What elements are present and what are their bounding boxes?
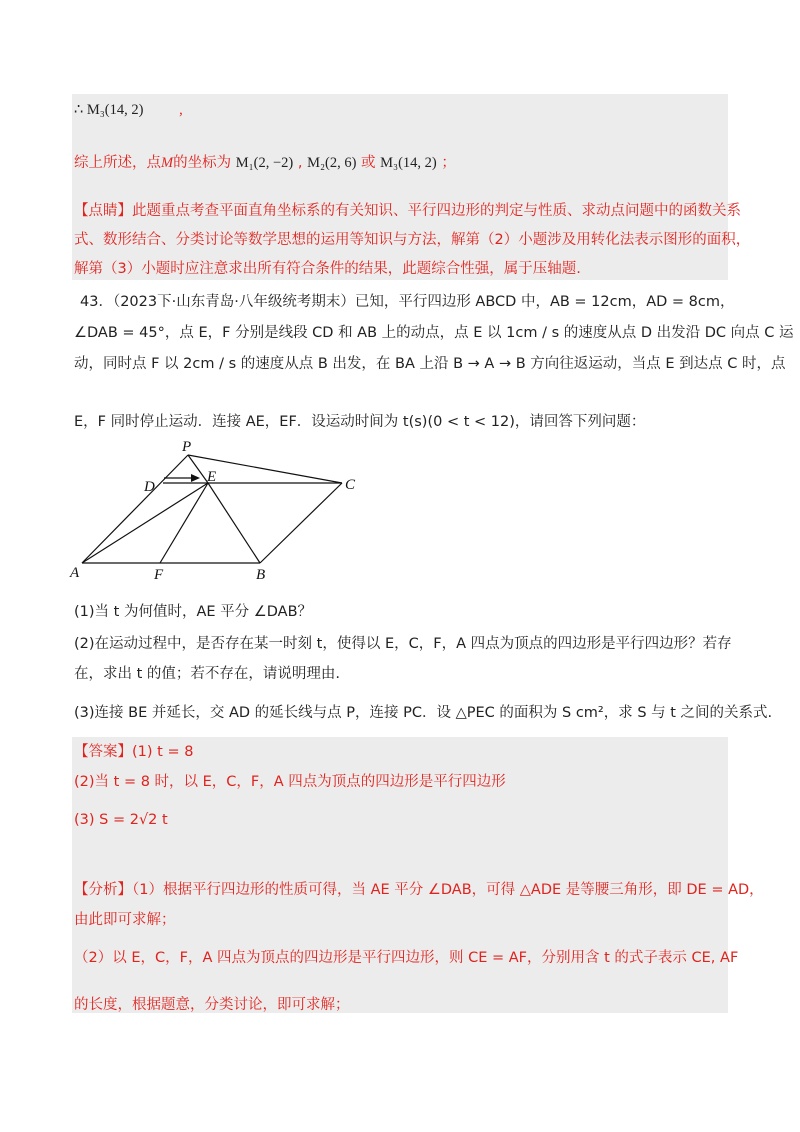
m1-coordinate: M₁(2, −2) [235, 155, 294, 171]
question-2-line-1: (2)在运动过程中，是否存在某一时刻 t，使得以 E，C，F，A 四点为顶点的四边形是平行四边形？若存 [74, 636, 732, 652]
m2-coordinate: M₂(2, 6) [307, 155, 357, 171]
segment-AE [82, 483, 208, 563]
label-F: F [154, 567, 164, 583]
segment-BE [208, 483, 260, 563]
solution-tail-block [72, 94, 728, 280]
problem-line-2: ∠DAB = 45°，点 E，F 分别是线段 CD 和 AB 上的动点，点 E 以 1cm / s 的速度从点 D 出发沿 DC 向点 C 运 [74, 325, 794, 341]
parallelogram-figure [60, 435, 370, 585]
summary-mid: 的坐标为 [173, 155, 232, 171]
problem-line-4: E，F 同时停止运动．连接 AE，EF．设运动时间为 t(s)(0 < t < 12)，请回答下列问题： [74, 414, 646, 430]
summary-m: M [161, 155, 174, 171]
question-2-line-2: 在，求出 t 的值；若不存在，请说明理由. [74, 666, 341, 682]
m3-result: ∴ M₃(14, 2) [74, 102, 144, 118]
edge-BC [260, 483, 342, 563]
analysis-2-line-1: （2）以 E，C，F，A 四点为顶点的四边形是平行四边形，则 CE = AF，分别用含 t 的式子表示 CE, AF [74, 950, 739, 966]
problem-line-3: 动，同时点 F 以 2cm / s 的速度从点 B 出发，在 BA 上沿 B → A → B 方向往返运动，当点 E 到达点 C 时，点 [74, 356, 786, 372]
problem-line-1: 43．（2023下·山东青岛·八年级统考期末）已知，平行四边形 ABCD 中，AB = 12cm，AD = 8cm， [80, 294, 735, 310]
label-B: B [256, 567, 266, 583]
analysis-1-line-1: 【分析】（1）根据平行四边形的性质可得，当 AE 平分 ∠DAB，可得 △ADE 是等腰三角形，即 DE = AD， [74, 882, 764, 898]
comment-line-1: 【点睛】此题重点考查平面直角坐标系的有关知识、平行四边形的判定与性质、求动点问题中的函数关系 [74, 203, 741, 219]
arrow-head [191, 474, 200, 482]
analysis-1-line-2: 由此即可求解； [74, 912, 176, 928]
answer-1: 【答案】(1) t = 8 [74, 744, 194, 760]
summary-end: ； [441, 155, 456, 171]
edge-AP [82, 455, 188, 563]
summary-prefix: 综上所述，点 [74, 155, 161, 171]
segment-FE [160, 483, 208, 563]
label-C: C [345, 477, 356, 493]
label-E: E [207, 469, 217, 485]
comment-line-2: 式、数形结合、分类讨论等数学思想的运用等知识与方法，解第（2）小题涉及用转化法表示图形的面积， [74, 232, 751, 248]
comment-line-3: 解第（3）小题时应注意求出所有符合条件的结果，此题综合性强，属于压轴题. [74, 261, 581, 277]
answer-3: (3) S = 2√2 t [74, 812, 168, 828]
label-P: P [182, 439, 192, 455]
label-D: D [144, 479, 155, 495]
label-A: A [70, 565, 80, 581]
analysis-2-line-2: 的长度，根据题意，分类讨论，即可求解； [74, 997, 350, 1013]
m3-comma: , [179, 102, 183, 118]
summary-line [74, 153, 456, 173]
or-word: 或 [361, 155, 376, 171]
m3-coordinate: M₃(14, 2) [380, 155, 437, 171]
sep1: , [297, 155, 303, 171]
m3-result-line [74, 100, 183, 120]
question-1: (1)当 t 为何值时，AE 平分 ∠DAB？ [74, 604, 313, 620]
question-3: (3)连接 BE 并延长，交 AD 的延长线与点 P，连接 PC．设 △PEC 的面积为 S cm²，求 S 与 t 之间的关系式. [74, 705, 773, 721]
answer-2: (2)当 t = 8 时，以 E，C，F，A 四点为顶点的四边形是平行四边形 [74, 774, 506, 790]
